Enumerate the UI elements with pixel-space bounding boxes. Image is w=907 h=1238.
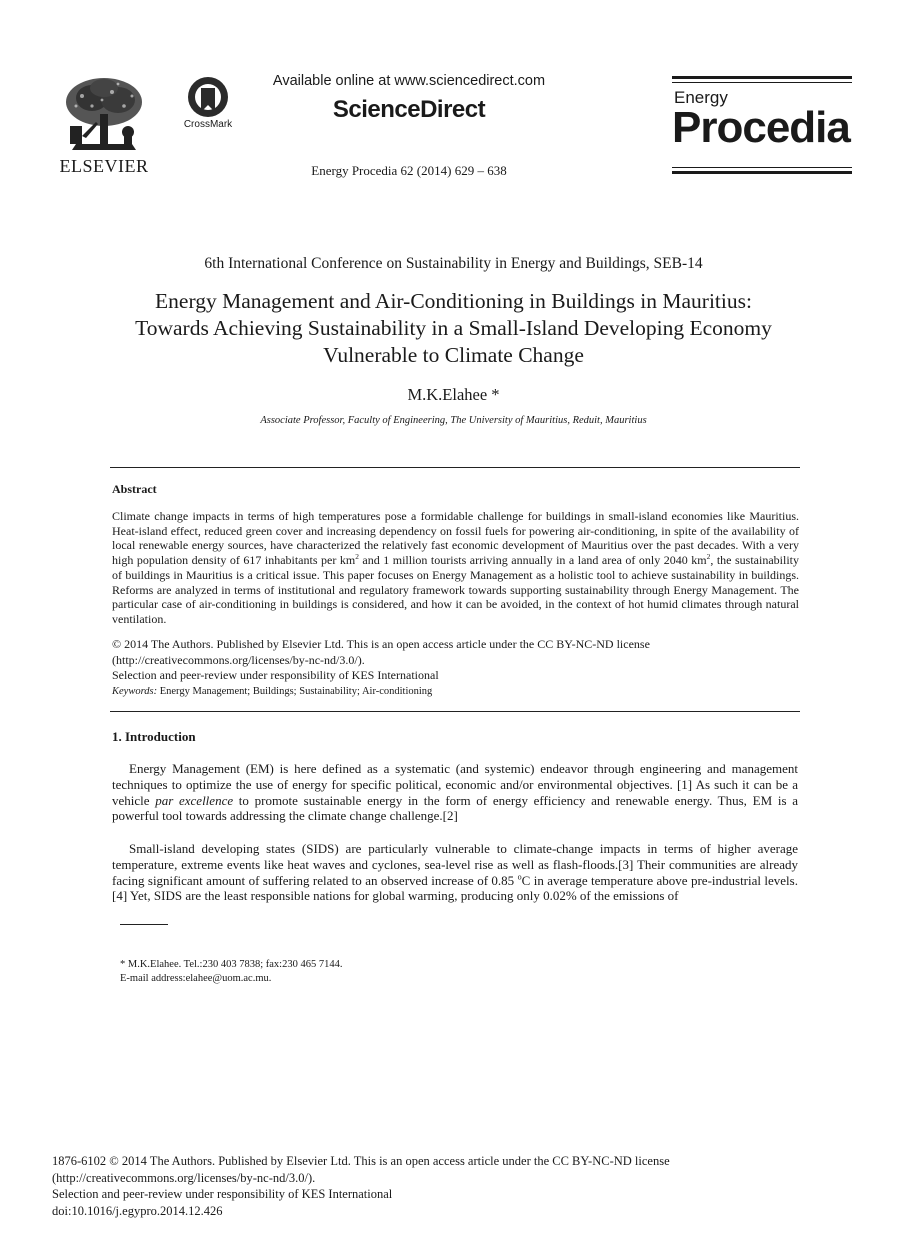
- page-footer: [52, 1153, 752, 1219]
- footer-license-link[interactable]: (http://creativecommons.org/licenses/by-nc-nd/3.0/).: [52, 1170, 316, 1185]
- footer-peer-review: Selection and peer-review under responsibility of KES International: [52, 1187, 393, 1201]
- author-affiliation: Associate Professor, Faculty of Engineering, The University of Mauritius, Reduit, Mauritius: [260, 415, 647, 426]
- license-link[interactable]: (http://creativecommons.org/licenses/by-nc-nd/3.0/).: [112, 652, 365, 667]
- conference-name: 6th International Conference on Sustainability in Energy and Buildings, SEB-14: [204, 255, 703, 272]
- journal-name-small: Energy: [674, 88, 728, 107]
- divider-bottom: [110, 711, 800, 712]
- logo-rule-bottom: [672, 171, 852, 174]
- elsevier-tree-icon: [62, 76, 146, 154]
- title-line: Towards Achieving Sustainability in a Small-Island Developing Economy: [135, 316, 772, 340]
- abstract-text: Climate change impacts in terms of high temperatures pose a formidable challenge for buildings in small-island economies like Mauritius. Heat-island effect, reduced green cover and increasing dependency on fossil fuels for powering air-conditioning, in spite of the availability of local renewable energy sources, have characterized the relatively fast economic development of Mauritius over the past decades. With a very high population density of 617 inhabitants per km: [112, 509, 799, 568]
- divider-top: [110, 467, 800, 468]
- paragraph-text: Energy Management (EM) is here defined as a systematic (and systemic) endeavor through engineering and management techniques to optimize the use of energy for specific political, economic and/or environmental objectives. [1] As such it can be a vehicle: [112, 761, 798, 808]
- available-online-text: Available online at www.sciencedirect.com: [272, 73, 546, 89]
- crossmark-label: CrossMark: [183, 119, 233, 130]
- footer-doi[interactable]: doi:10.1016/j.egypro.2014.12.426: [52, 1203, 223, 1218]
- paragraph-text: Small-island developing states (SIDS) are particularly vulnerable to climate-change impacts in terms of higher average temperature, extreme events like heat waves and cyclones, sea-level rise as well as flash-floods.[3] Their communities are already facing significant amount of suffering related to an observed increase of 0.85: [112, 841, 798, 888]
- license-statement: © 2014 The Authors. Published by Elsevier Ltd. This is an open access article under the CC BY-NC-ND license: [112, 637, 650, 651]
- intro-paragraph-1: [112, 761, 798, 824]
- superscript: 2: [706, 552, 711, 562]
- logo-rule-top-thin: [672, 82, 852, 83]
- superscript: 2: [355, 552, 359, 562]
- abstract-heading: Abstract: [112, 482, 157, 496]
- paragraph-text: to promote sustainable energy in the form of energy efficiency and renewable energy. Thus, EM is a powerful tool towards addressing the climate change challenge.[2]: [112, 792, 798, 824]
- logo-rule-bottom-thin: [672, 167, 852, 168]
- author-footnote: [120, 958, 342, 986]
- keywords-list: Energy Management; Buildings; Sustainability; Air-conditioning: [157, 685, 433, 697]
- keywords-label: Keywords:: [112, 685, 158, 697]
- footnote-contact: * M.K.Elahee. Tel.:230 403 7838; fax:230 465 7144.: [120, 959, 343, 970]
- footnote-email: E-mail address:elahee@uom.ac.mu.: [120, 973, 272, 984]
- article-title: [100, 288, 807, 369]
- abstract-body: [112, 509, 799, 627]
- journal-reference: Energy Procedia 62 (2014) 629 – 638: [311, 163, 507, 178]
- elsevier-wordmark: ELSEVIER: [59, 156, 149, 176]
- author-name: M.K.Elahee *: [407, 385, 500, 404]
- abstract-text: , the sustainability of buildings in Mauritius is a critical issue. This paper focuses on Energy Management as a holistic tool to achieve sustainability in buildings. Reforms are analyzed in terms of institutional and regulatory framework towards supporting sustainability through Energy Management. The particular case of air-conditioning in buildings is considered, and how it can be avoided, in the context of hot humid climates through natural ventilation.: [112, 553, 799, 626]
- sciencedirect-logo: ScienceDirect: [332, 96, 486, 123]
- abstract-text: and 1 million tourists arriving annually in a land area of only 2040 km: [358, 553, 707, 568]
- energy-procedia-logo: [672, 76, 852, 176]
- title-line: Energy Management and Air-Conditioning in Buildings in Mauritius:: [155, 289, 752, 313]
- emphasis-text: par excellence: [155, 792, 234, 808]
- degree-symbol: o: [517, 872, 522, 882]
- elsevier-logo: [58, 76, 150, 176]
- intro-paragraph-2: [112, 841, 798, 904]
- footnote-rule: [120, 924, 168, 925]
- crossmark-icon: [180, 76, 236, 120]
- crossmark-badge[interactable]: [180, 76, 236, 134]
- peer-review-note: Selection and peer-review under responsibility of KES International: [112, 668, 439, 682]
- footer-copyright: 1876-6102 © 2014 The Authors. Published by Elsevier Ltd. This is an open access article under the CC BY-NC-ND license: [52, 1154, 670, 1168]
- paragraph-text: C in average temperature above pre-industrial levels. [4] Yet, SIDS are the least responsible nations for global warming, producing only 0.02% of the emissions of: [112, 872, 798, 904]
- title-line: Vulnerable to Climate Change: [323, 343, 584, 367]
- logo-rule-top: [672, 76, 852, 79]
- section-heading: 1. Introduction: [112, 729, 196, 744]
- journal-name-big: Procedia: [672, 103, 850, 152]
- license-block: [112, 637, 799, 699]
